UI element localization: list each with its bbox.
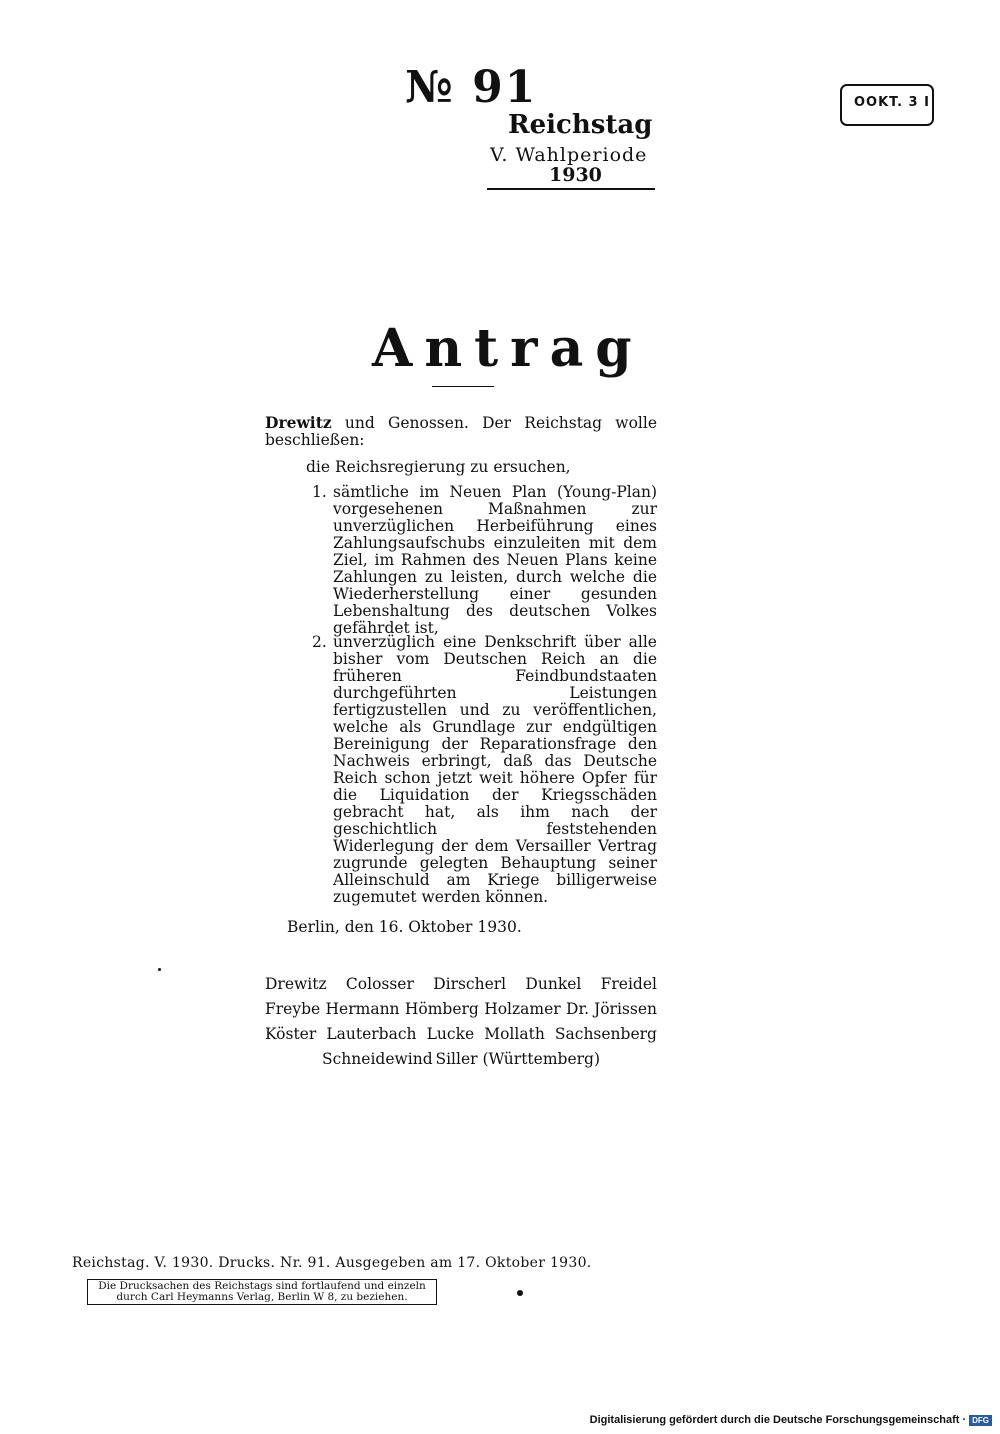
print-speck: [517, 1290, 523, 1296]
signatory: Dr. Jörissen: [566, 1000, 657, 1018]
signatory: Mollath: [484, 1025, 545, 1043]
place-date: Berlin, den 16. Oktober 1930.: [287, 918, 522, 936]
notice-line: durch Carl Heymanns Verlag, Berlin W 8, zu beziehen.: [116, 1291, 408, 1303]
signatory: Dunkel: [525, 975, 582, 993]
signatory: Siller (Württemberg): [435, 1050, 600, 1068]
credit-separator: ·: [962, 1414, 967, 1426]
signatory: Hömberg: [404, 1000, 479, 1018]
year: 1930: [549, 164, 602, 186]
print-speck: [158, 968, 161, 971]
signatory: Lauterbach: [326, 1025, 417, 1043]
legislative-period: V. Wahlperiode: [490, 144, 648, 166]
request-line: die Reichsregierung zu ersuchen,: [306, 458, 571, 476]
parliament-name: Reichstag: [508, 110, 653, 140]
digitization-credit: [590, 1414, 992, 1426]
distribution-notice: [87, 1279, 437, 1305]
signature-row: [265, 975, 657, 993]
signatory: Köster: [265, 1025, 317, 1043]
title-rule: [432, 386, 494, 387]
signatory: Sachsenberg: [554, 1025, 657, 1043]
lead-signatory: Drewitz: [265, 413, 332, 432]
signature-row: [322, 1050, 600, 1068]
signatory: Drewitz: [265, 975, 327, 993]
dfg-logo-icon: DFG: [969, 1415, 992, 1426]
signatory: Hermann: [325, 1000, 400, 1018]
publication-line: Reichstag. V. 1930. Drucks. Nr. 91. Ausgegeben am 17. Oktober 1930.: [72, 1255, 592, 1271]
item-number: 2.: [312, 633, 327, 651]
signatory: Colosser: [345, 975, 414, 993]
motion-item: unverzüglich eine Denkschrift über alle bisher vom Deutschen Reich an die früheren Feindbundstaaten durchgeführten Leistungen fertigzustellen und zu veröffentlichen, welche als Grundlage zur endgültigen Bereinigung der Reparationsfrage den Nachweis erbringt, daß das Deutsche Reich schon jetzt weit höhere Opfer für die Liquidation der Kriegsschäden gebracht hat, als ihm nach der geschichtlich feststehenden Widerlegung der dem Versailler Vertrag zugrunde gelegten Behauptung seiner Alleinschuld am Kriege billigerweise zugemutet werden können.: [333, 633, 657, 906]
intro-paragraph: [265, 414, 657, 449]
header-rule: [487, 188, 655, 190]
intro-text: und Genossen. Der Reichstag wolle beschließen:: [265, 414, 657, 449]
signature-row: [265, 1025, 657, 1043]
notice-line: Die Drucksachen des Reichstags sind fortlaufend und einzeln: [98, 1280, 426, 1292]
credit-text: Digitalisierung gefördert durch die Deutsche Forschungsgemeinschaft: [589, 1414, 960, 1426]
stamp-text: OOKT. 3 I: [854, 95, 930, 110]
document-number: № 91: [405, 62, 538, 113]
signatory: Dirscherl: [433, 975, 507, 993]
received-stamp: [840, 84, 934, 126]
motion-item: sämtliche im Neuen Plan (Young-Plan) vorgesehenen Maßnahmen zur unverzüglichen Herbeiführung eines Zahlungsaufschubs einzuleiten mit dem Ziel, im Rahmen des Neuen Plans keine Zahlungen zu leisten, durch welche die Wiederherstellung einer gesunden Lebenshaltung des deutschen Volkes gefährdet ist,: [333, 483, 657, 637]
signatory: Lucke: [426, 1025, 475, 1043]
signatory: Freybe: [265, 1000, 321, 1018]
page-title: Antrag: [372, 318, 644, 379]
signatory: Holzamer: [484, 1000, 561, 1018]
signature-row: [265, 1000, 657, 1018]
signatory: Freidel: [600, 975, 657, 993]
item-number: 1.: [312, 483, 327, 501]
signatory: Schneidewind: [322, 1050, 433, 1068]
